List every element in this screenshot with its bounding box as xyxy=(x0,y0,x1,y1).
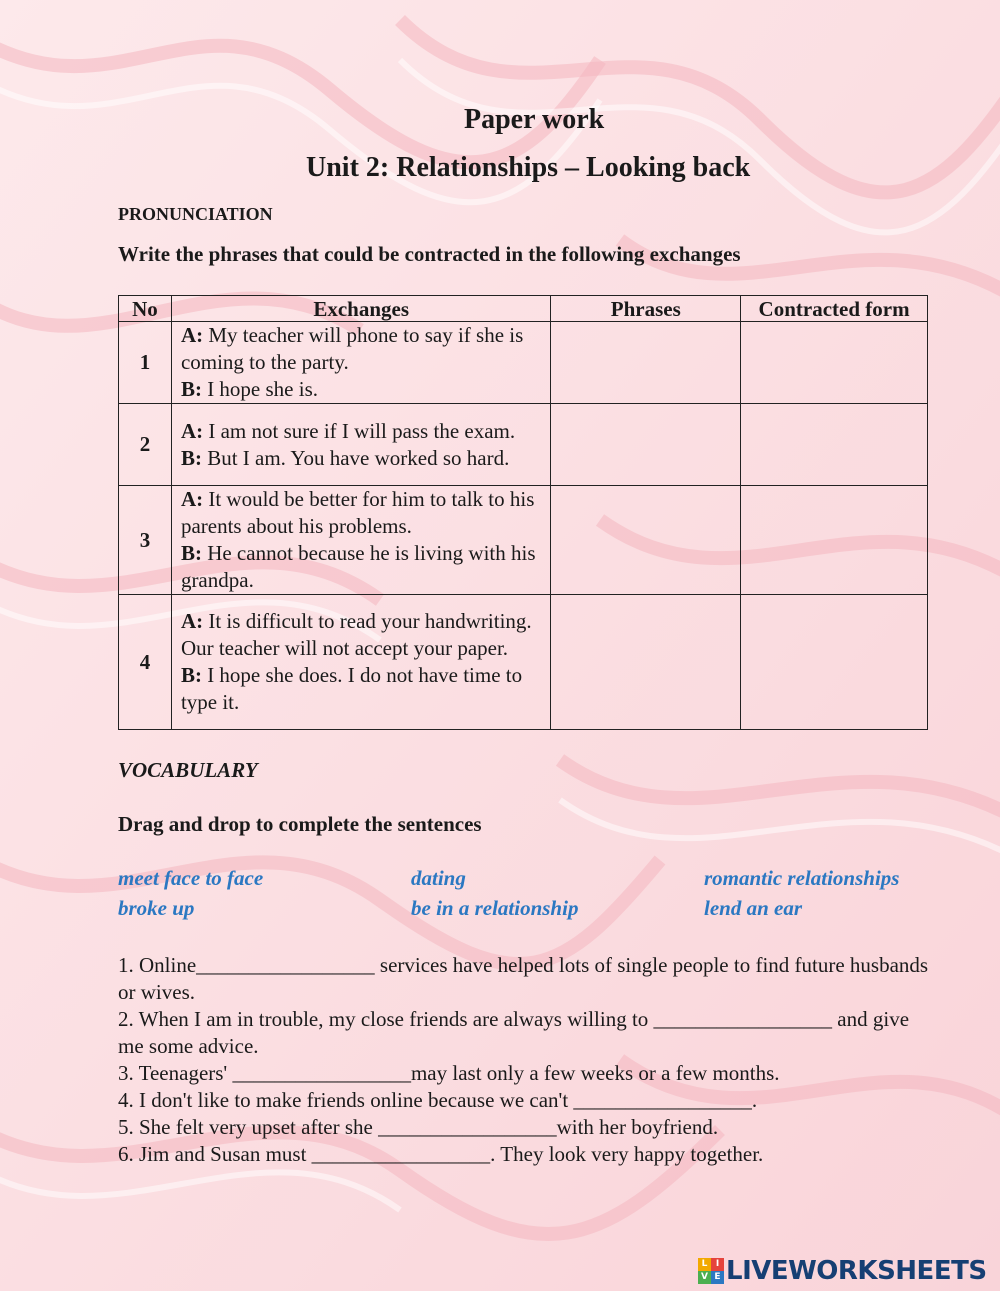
table-row xyxy=(119,404,928,486)
column-header-no: No xyxy=(119,296,172,322)
draggable-word[interactable]: dating xyxy=(411,866,466,890)
draggable-word[interactable]: broke up xyxy=(118,896,195,920)
table-row xyxy=(119,595,928,730)
phrases-answer-cell[interactable] xyxy=(551,486,741,595)
speaker-label: A: xyxy=(180,323,204,347)
exchange-text: I am not sure if I will pass the exam. xyxy=(203,418,516,443)
speaker-label: B: xyxy=(180,541,202,565)
sentence-list xyxy=(118,952,938,1168)
exchange-text: My teacher will phone to say if she is coming to the party. xyxy=(180,323,524,374)
unit-subtitle: Unit 2: Relationships – Looking back xyxy=(306,152,751,183)
speaker-label: A: xyxy=(180,418,204,443)
contracted-form-answer-cell[interactable] xyxy=(741,486,928,595)
column-header-contracted-form: Contracted form xyxy=(741,296,928,322)
table-row xyxy=(119,486,928,595)
pronunciation-heading: PRONUNCIATION xyxy=(118,204,273,224)
pronunciation-instruction: Write the phrases that could be contracted in the following exchanges xyxy=(118,242,741,266)
draggable-word[interactable]: be in a relationship xyxy=(411,896,579,920)
phrases-answer-cell[interactable] xyxy=(551,595,741,730)
fill-in-sentence[interactable]: 5. She felt very upset after she _________________with her boyfriend. xyxy=(118,1115,719,1139)
row-number: 4 xyxy=(119,595,172,730)
column-header-exchanges: Exchanges xyxy=(171,296,550,322)
fill-in-sentence[interactable]: 6. Jim and Susan must _________________. They look very happy together. xyxy=(118,1142,764,1166)
row-number: 3 xyxy=(119,486,172,595)
vocabulary-heading: VOCABULARY xyxy=(118,758,258,782)
speaker-label: B: xyxy=(180,445,202,470)
contracted-form-answer-cell[interactable] xyxy=(741,322,928,404)
draggable-word[interactable]: romantic relationships xyxy=(704,866,900,890)
phrases-answer-cell[interactable] xyxy=(551,322,741,404)
speaker-label: B: xyxy=(180,377,202,401)
page-title: Paper work xyxy=(464,104,605,135)
contracted-form-answer-cell[interactable] xyxy=(741,595,928,730)
exchange-text: He cannot because he is living with his grandpa. xyxy=(180,541,536,592)
vocabulary-instruction: Drag and drop to complete the sentences xyxy=(118,812,482,836)
phrases-answer-cell[interactable] xyxy=(551,404,741,486)
row-number: 1 xyxy=(119,322,172,404)
speaker-label: A: xyxy=(180,487,204,511)
exchange-text: But I am. You have worked so hard. xyxy=(201,445,510,470)
exchange-text: I hope she is. xyxy=(201,377,319,401)
speaker-label: B: xyxy=(180,663,202,687)
logo-mark-icon: L I V E xyxy=(698,1258,724,1284)
exchange-cell xyxy=(171,595,550,730)
liveworksheets-logo xyxy=(698,1257,987,1285)
logo-text: LIVEWORKSHEETS xyxy=(726,1256,987,1286)
fill-in-sentence[interactable]: 2. When I am in trouble, my close friends are always willing to _________________ and give me some advice. xyxy=(118,1007,910,1058)
exchange-cell xyxy=(171,486,550,595)
table-row xyxy=(119,322,928,404)
exchanges-table xyxy=(118,295,928,730)
exchange-cell xyxy=(171,404,550,486)
exchange-cell xyxy=(171,322,550,404)
draggable-word[interactable]: lend an ear xyxy=(704,896,803,920)
fill-in-sentence[interactable]: 3. Teenagers' _________________may last only a few weeks or a few months. xyxy=(118,1061,780,1085)
fill-in-sentence[interactable]: 1. Online_________________ services have helped lots of single people to find future husbands or wives. xyxy=(118,953,929,1004)
exchange-text: I hope she does. I do not have time to type it. xyxy=(180,663,523,714)
exchange-text: It is difficult to read your handwriting. Our teacher will not accept your paper. xyxy=(180,609,532,660)
speaker-label: A: xyxy=(180,609,204,633)
row-number: 2 xyxy=(119,404,172,486)
exchange-text: It would be better for him to talk to his parents about his problems. xyxy=(180,487,535,538)
contracted-form-answer-cell[interactable] xyxy=(741,404,928,486)
word-bank xyxy=(118,865,948,922)
fill-in-sentence[interactable]: 4. I don't like to make friends online because we can't _________________. xyxy=(118,1088,758,1112)
table-header-row xyxy=(119,296,928,322)
draggable-word[interactable]: meet face to face xyxy=(118,866,264,890)
column-header-phrases: Phrases xyxy=(551,296,741,322)
